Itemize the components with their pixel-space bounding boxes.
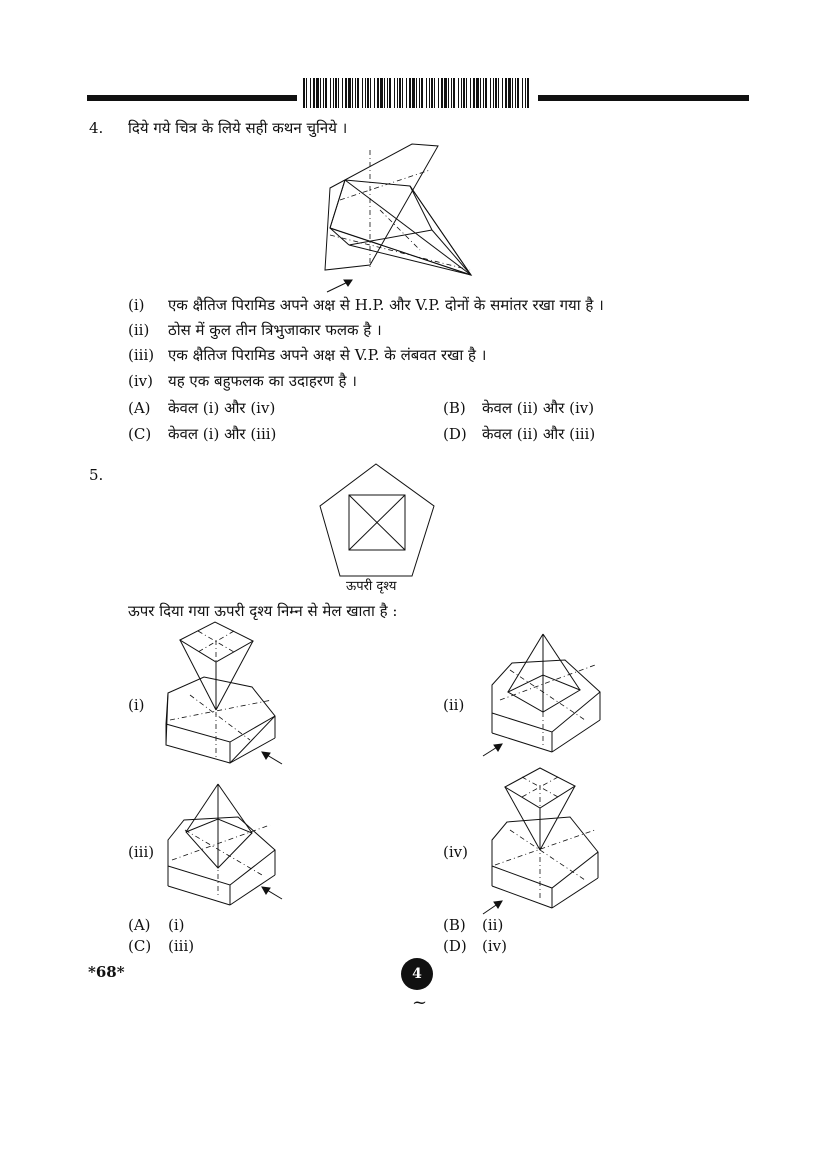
q5-option-i-figure [160, 620, 290, 770]
barcode-bar [480, 78, 481, 108]
q4-option-text[interactable]: केवल (i) और (iii) [168, 425, 277, 443]
barcode-bar [365, 78, 366, 108]
q5-number: 5. [89, 466, 104, 484]
page-number: 4 [401, 958, 433, 990]
q4-option-label[interactable]: (B) [443, 399, 466, 417]
barcode-bar [303, 78, 305, 108]
barcode-bar [438, 78, 439, 108]
barcode-bar [453, 78, 455, 108]
statement-label: (ii) [128, 321, 150, 339]
barcode-icon [303, 78, 531, 108]
barcode-bar [473, 78, 475, 108]
barcode-bar [409, 78, 411, 108]
barcode-bar [495, 78, 497, 108]
barcode-bar [394, 78, 395, 108]
q5-question: ऊपर दिया गया ऊपरी दृश्य निम्न से मेल खाता है : [128, 602, 398, 620]
header-rule-right [538, 95, 749, 101]
statement-label: (iv) [128, 372, 153, 390]
barcode-bar [461, 78, 462, 108]
barcode-bar [508, 78, 511, 108]
barcode-bar [333, 78, 334, 108]
statement-text: एक क्षैतिज पिरामिड अपने अक्ष से V.P. के लंबवत रखा है । [168, 346, 487, 364]
statement-label: (i) [128, 296, 145, 314]
barcode-bar [370, 78, 371, 108]
q5-figure-label: (iv) [443, 843, 468, 861]
q5-option-label[interactable]: (C) [128, 937, 152, 955]
q5-option-iii-figure [160, 780, 290, 910]
barcode-bar [476, 78, 479, 108]
barcode-bar [458, 78, 459, 108]
barcode-bar [352, 78, 353, 108]
statement-label: (iii) [128, 346, 155, 364]
barcode-bar [502, 78, 503, 108]
q5-figure-label: (ii) [443, 696, 465, 714]
q4-pyramid-figure [315, 135, 485, 295]
barcode-bar [348, 78, 351, 108]
q5-figure-caption: ऊपरी दृश्य [346, 579, 397, 594]
barcode-bar [377, 78, 379, 108]
barcode-bar [402, 78, 403, 108]
barcode-bar [412, 78, 415, 108]
q4-option-label[interactable]: (A) [128, 399, 151, 417]
q5-figure-label: (iii) [128, 843, 155, 861]
q5-figure-label: (i) [128, 696, 145, 714]
barcode-bar [421, 78, 423, 108]
barcode-bar [325, 78, 327, 108]
q4-option-label[interactable]: (C) [128, 425, 152, 443]
barcode-bar [374, 78, 375, 108]
q5-option-text[interactable]: (iv) [482, 937, 507, 955]
q5-option-label[interactable]: (B) [443, 916, 466, 934]
statement-text: यह एक बहुफलक का उदाहरण है । [168, 372, 357, 390]
barcode-bar [485, 78, 487, 108]
q5-option-text[interactable]: (iii) [168, 937, 195, 955]
q4-number: 4. [89, 119, 104, 137]
barcode-bar [515, 78, 516, 108]
barcode-bar [448, 78, 449, 108]
barcode-bar [493, 78, 494, 108]
q5-option-label[interactable]: (D) [443, 937, 467, 955]
barcode-bar [323, 78, 324, 108]
barcode-bar [330, 78, 331, 108]
barcode-bar [335, 78, 337, 108]
q5-option-text[interactable]: (i) [168, 916, 185, 934]
barcode-bar [384, 78, 385, 108]
q5-option-label[interactable]: (A) [128, 916, 151, 934]
barcode-bar [434, 78, 435, 108]
q4-option-text[interactable]: केवल (ii) और (iv) [482, 399, 595, 417]
barcode-bar [367, 78, 369, 108]
barcode-bar [387, 78, 388, 108]
barcode-bar [416, 78, 417, 108]
statement-text: एक क्षैतिज पिरामिड अपने अक्ष से H.P. और V.P. दोनों के समांतर रखा गया है । [168, 296, 604, 314]
page-tilde: ~ [412, 992, 428, 1013]
barcode-bar [355, 78, 356, 108]
barcode-bar [406, 78, 407, 108]
barcode-bar [429, 78, 430, 108]
barcode-bar [313, 78, 315, 108]
barcode-bar [483, 78, 484, 108]
barcode-bar [466, 78, 467, 108]
barcode-bar [380, 78, 383, 108]
barcode-bar [444, 78, 447, 108]
barcode-bar [490, 78, 491, 108]
barcode-bar [463, 78, 465, 108]
barcode-bar [527, 78, 529, 108]
barcode-bar [397, 78, 398, 108]
barcode-bar [426, 78, 427, 108]
barcode-bar [389, 78, 391, 108]
q4-option-text[interactable]: केवल (i) और (iv) [168, 399, 276, 417]
paper-code: *68* [88, 963, 125, 981]
barcode-bar [306, 78, 307, 108]
barcode-bar [320, 78, 321, 108]
q5-option-text[interactable]: (ii) [482, 916, 504, 934]
q4-question: दिये गये चित्र के लिये सही कथन चुनिये । [128, 119, 348, 137]
q4-option-text[interactable]: केवल (ii) और (iii) [482, 425, 596, 443]
barcode-bar [345, 78, 347, 108]
q5-option-ii-figure [480, 630, 610, 760]
q4-option-label[interactable]: (D) [443, 425, 467, 443]
barcode-bar [431, 78, 433, 108]
barcode-bar [505, 78, 507, 108]
barcode-bar [357, 78, 359, 108]
barcode-bar [419, 78, 420, 108]
barcode-bar [451, 78, 452, 108]
header-rule-left [87, 95, 297, 101]
barcode-bar [362, 78, 363, 108]
barcode-bar [310, 78, 311, 108]
barcode-bar [517, 78, 519, 108]
barcode-bar [441, 78, 443, 108]
barcode-bar [338, 78, 339, 108]
barcode-bar [470, 78, 471, 108]
barcode-bar [399, 78, 401, 108]
barcode-bar [525, 78, 526, 108]
barcode-bar [498, 78, 499, 108]
q5-option-iv-figure [480, 765, 610, 915]
q5-top-view-figure [318, 462, 438, 582]
barcode-bar [342, 78, 343, 108]
barcode-bar [522, 78, 523, 108]
barcode-bar [316, 78, 319, 108]
barcode-bar [512, 78, 513, 108]
statement-text: ठोस में कुल तीन त्रिभुजाकार फलक है । [168, 321, 382, 339]
